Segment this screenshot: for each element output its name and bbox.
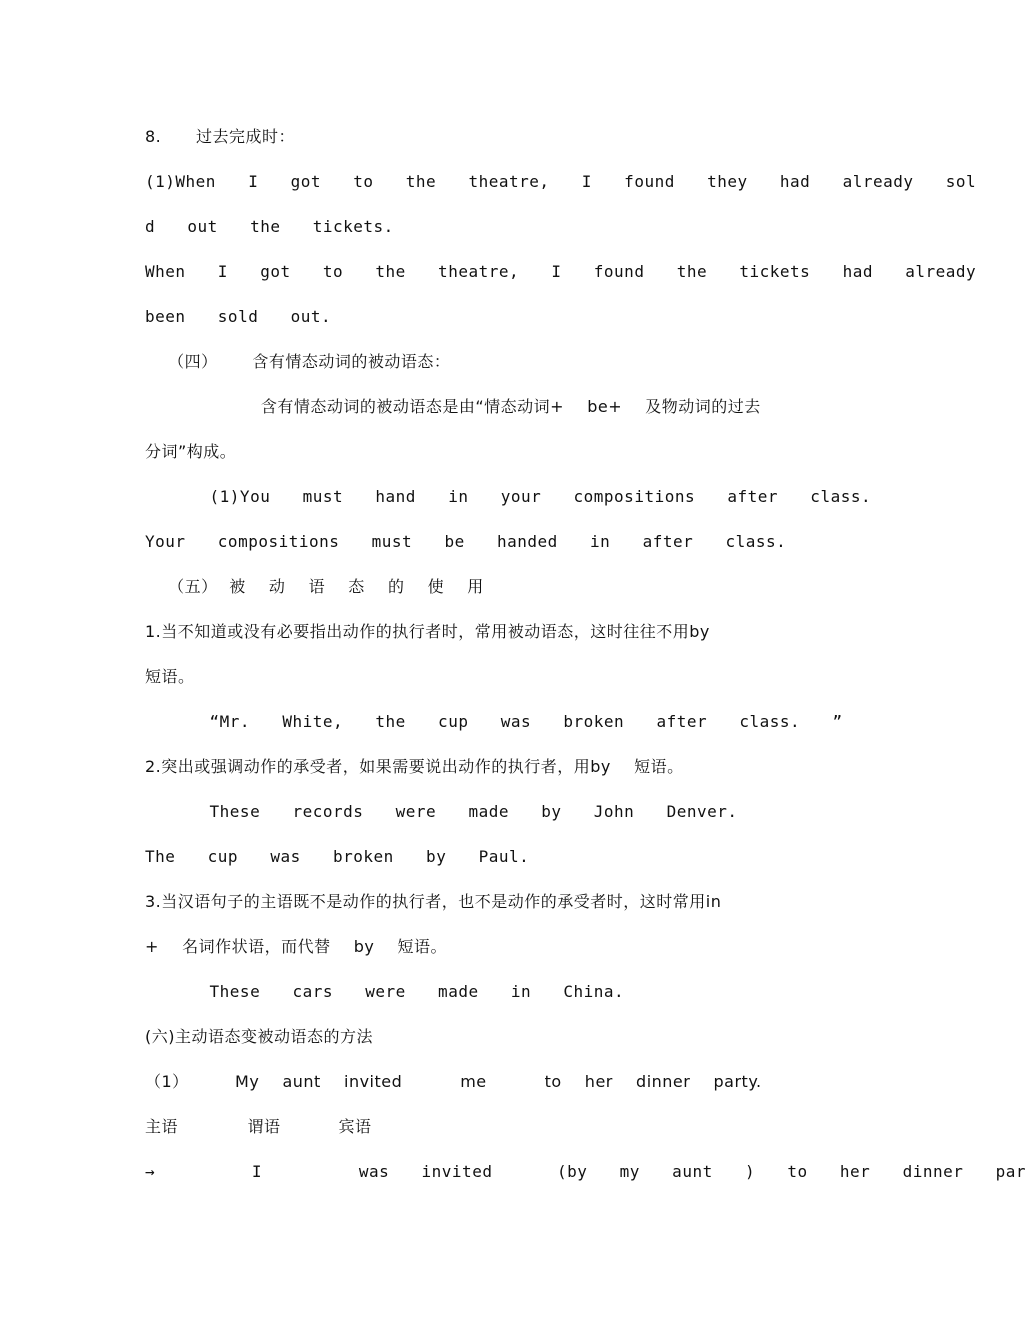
example-sentence: These records were made by John Denver. <box>145 802 738 821</box>
example-sentence: “Mr. White, the cup was broken after class. ” <box>145 712 843 731</box>
paragraph-text: 2.突出或强调动作的承受者，如果需要说出动作的执行者，用by 短语。 <box>145 757 684 776</box>
paragraph-text: 分词”构成。 <box>145 442 237 461</box>
example-sentence: Your compositions must be handed in after class. <box>145 532 787 551</box>
example-sentence: (1)When I got to the theatre, I found they had already sol <box>145 172 977 191</box>
paragraph-text: + 名词作状语，而代替 by 短语。 <box>145 937 448 956</box>
section-heading-passive-usage: （五） 被 动 语 态 的 使 用 <box>145 577 484 596</box>
example-sentence: These cars were made in China. <box>145 982 625 1001</box>
section-heading-conversion: (六)主动语态变被动语态的方法 <box>145 1027 373 1046</box>
paragraph-text: 3.当汉语句子的主语既不是动作的执行者，也不是动作的承受者时，这时常用in <box>145 892 722 911</box>
example-sentence: (1)You must hand in your compositions after class. <box>145 487 872 506</box>
example-sentence: → I was invited (by my aunt ) to her dinner par <box>145 1162 1026 1181</box>
example-sentence: The cup was broken by Paul. <box>145 847 530 866</box>
sentence-part-labels: 主语 谓语 宾语 <box>145 1117 372 1136</box>
example-sentence: （1） My aunt invited me to her dinner party. <box>145 1072 762 1091</box>
section-heading-past-perfect: 8. 过去完成时： <box>145 127 296 146</box>
example-sentence: been sold out. <box>145 307 332 326</box>
example-sentence: d out the tickets. <box>145 217 394 236</box>
paragraph-text: 含有情态动词的被动语态是由“情态动词+ be+ 及物动词的过去 <box>145 397 761 416</box>
section-heading-modal-passive: （四） 含有情态动词的被动语态： <box>145 352 451 371</box>
paragraph-text: 短语。 <box>145 667 195 686</box>
paragraph-text: 1.当不知道或没有必要指出动作的执行者时，常用被动语态，这时往往不用by <box>145 622 710 641</box>
example-sentence: When I got to the theatre, I found the tickets had already <box>145 262 977 281</box>
